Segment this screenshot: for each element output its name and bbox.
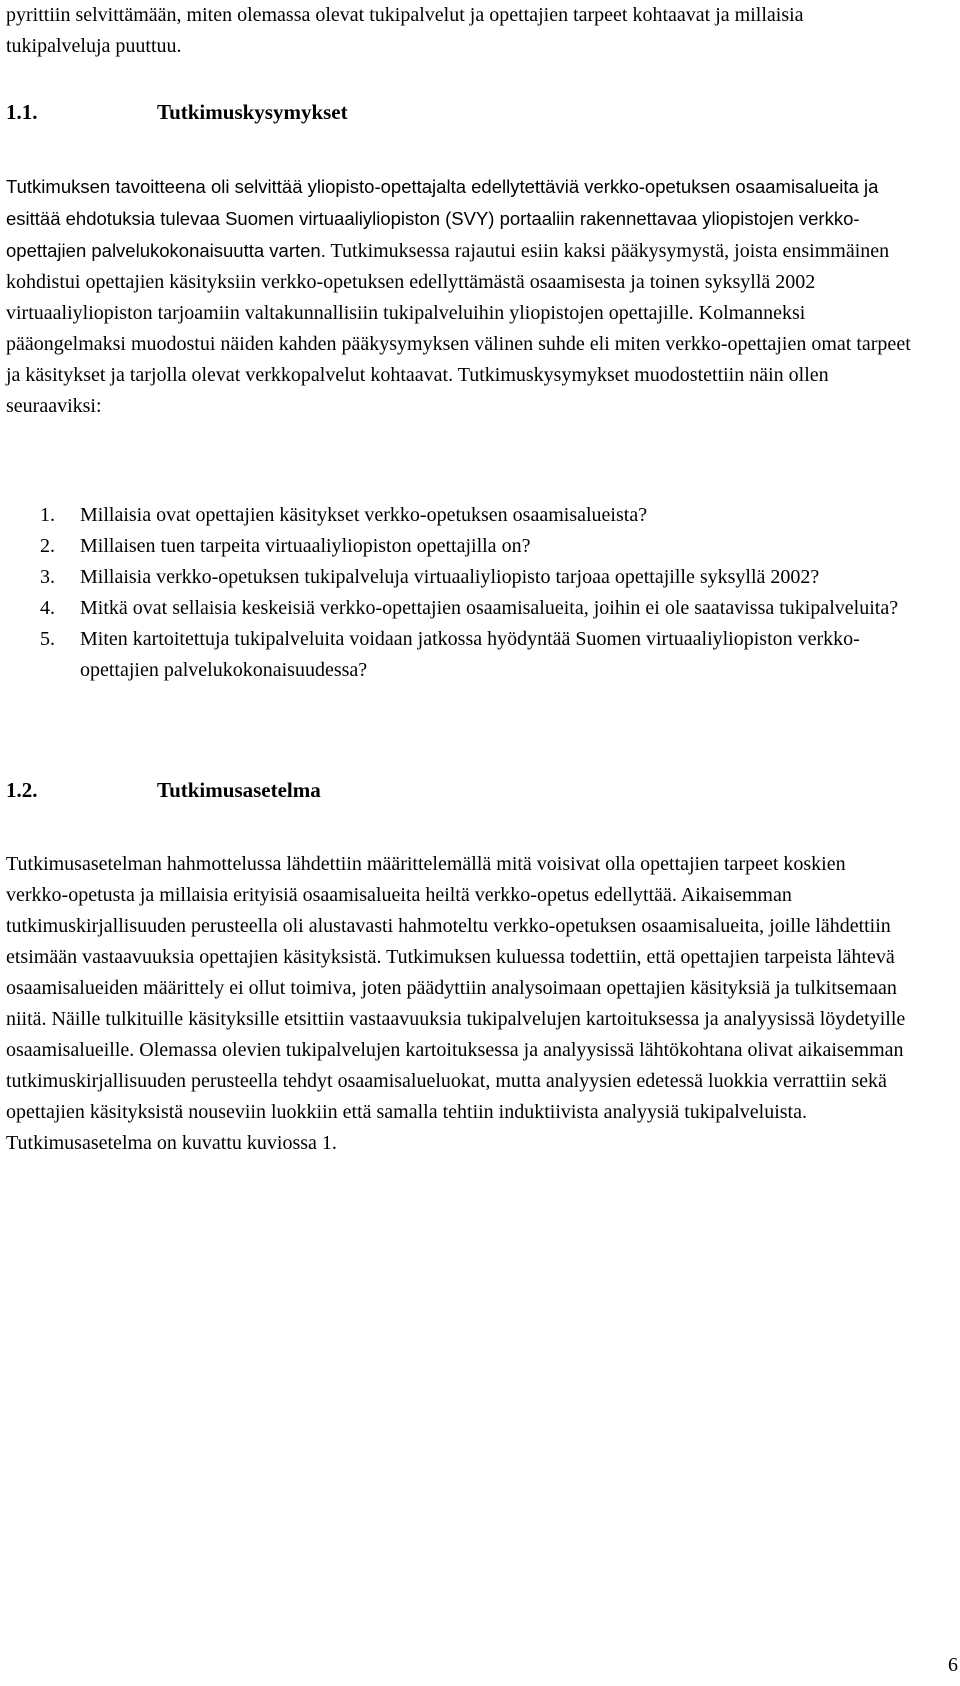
section-number: 1.2. [6,778,38,802]
page-number: 6 [948,1654,958,1676]
list-item-text: Millaisia verkko-opetuksen tukipalveluja virtuaaliyliopisto tarjoaa opettajille syksyllä 2002? [80,566,820,588]
paragraph-sans-run: Tutkimuksen tavoitteena oli selvittää yliopisto-opettajalta edellytettäviä verkko-opetuksen osaamisalueita ja esittää ehdotuksia tulevaa Suomen virtuaaliyliopiston (SVY) portaaliin rakennettavaa yliopistojen verkko-opettajien palvelukokonaisuutta varten. [6,176,879,261]
list-item [6,593,916,624]
research-questions-list [6,500,916,686]
list-item-text: Mitkä ovat sellaisia keskeisiä verkko-opettajien osaamisalueita, joihin ei ole saatavissa tukipalveluita? [80,597,899,619]
list-item-number: 1. [40,504,55,526]
research-design-paragraph: Tutkimusasetelman hahmottelussa lähdettiin määrittelemällä mitä voisivat olla opettajien tarpeet koskien verkko-opetusta ja millaisia erityisiä osaamisalueita heiltä verkko-opetus edellyttää. Aikaisemman tutkimuskirjallisuuden perusteella oli alustavasti hahmoteltu verkko-opetuksen osaamisalueita, joille lähdettiin etsimään vastaavuuksia opettajien käsityksistä. Tutkimuksen kuluessa todettiin, että opettajien tarpeista lähtevä osaamisalueiden määrittely ei ollut toimiva, joten päädyttiin analysoimaan opettajien käsityksiä ja tulkitsemaan niitä. Näille tulkituille käsityksille etsittiin vastaavuuksia tukipalvelujen kartoituksessa ja analyysissä löydetyille osaamisalueille. Olemassa olevien tukipalvelujen kartoituksessa ja analyysissä lähtökohtana olivat aikaisemman tutkimuskirjallisuuden perusteella tehdyt osaamisalueluokat, mutta analyysien edetessä luokkia verrattiin sekä opettajien käsityksistä nouseviin luokkiin että samalla tehtiin induktiivista analyysiä tukipalveluista. Tutkimusasetelma on kuvattu kuviossa 1. [6,853,906,1154]
paragraph-serif-run: Tutkimuksessa rajautui esiin kaksi pääkysymystä, joista ensimmäinen kohdistui opettajien käsityksiin verkko-opetuksen edellyttämästä osaamisesta ja toinen syksyllä 2002 virtuaaliyliopiston tarjoamiin valtakunnallisiin tukipalveluihin yliopistojen opettajille. Kolmanneksi pääongelmaksi muodostui näiden kahden pääkysymyksen välinen suhde eli miten verkko-opettajien omat tarpeet ja käsitykset ja tarjolla olevat verkkopalvelut kohtaavat. Tutkimuskysymykset muodostettiin näin ollen seuraaviksi: [6,240,911,417]
list-item [6,500,916,531]
list-item-text: Millaisen tuen tarpeita virtuaaliyliopiston opettajilla on? [80,535,531,557]
section-title: Tutkimuskysymykset [157,100,348,124]
list-item-number: 5. [40,628,55,650]
list-item [6,531,916,562]
section-number: 1.1. [6,100,38,124]
research-questions-paragraph [6,171,911,422]
list-item-text: Millaisia ovat opettajien käsitykset verkko-opetuksen osaamisalueista? [80,504,648,526]
list-item [6,562,916,593]
intro-paragraph: pyrittiin selvittämään, miten olemassa olevat tukipalvelut ja opettajien tarpeet kohtaavat ja millaisia tukipalveluja puuttuu. [6,4,804,57]
section-heading-1-1 [6,97,348,128]
section-title: Tutkimusasetelma [157,778,321,802]
list-item-number: 2. [40,535,55,557]
list-item-number: 4. [40,597,55,619]
section-heading-1-2 [6,775,321,806]
list-item-text: Miten kartoitettuja tukipalveluita voidaan jatkossa hyödyntää Suomen virtuaaliyliopiston verkko-opettajien palvelukokonaisuudessa? [80,628,860,681]
list-item-number: 3. [40,566,55,588]
list-item [6,624,916,686]
